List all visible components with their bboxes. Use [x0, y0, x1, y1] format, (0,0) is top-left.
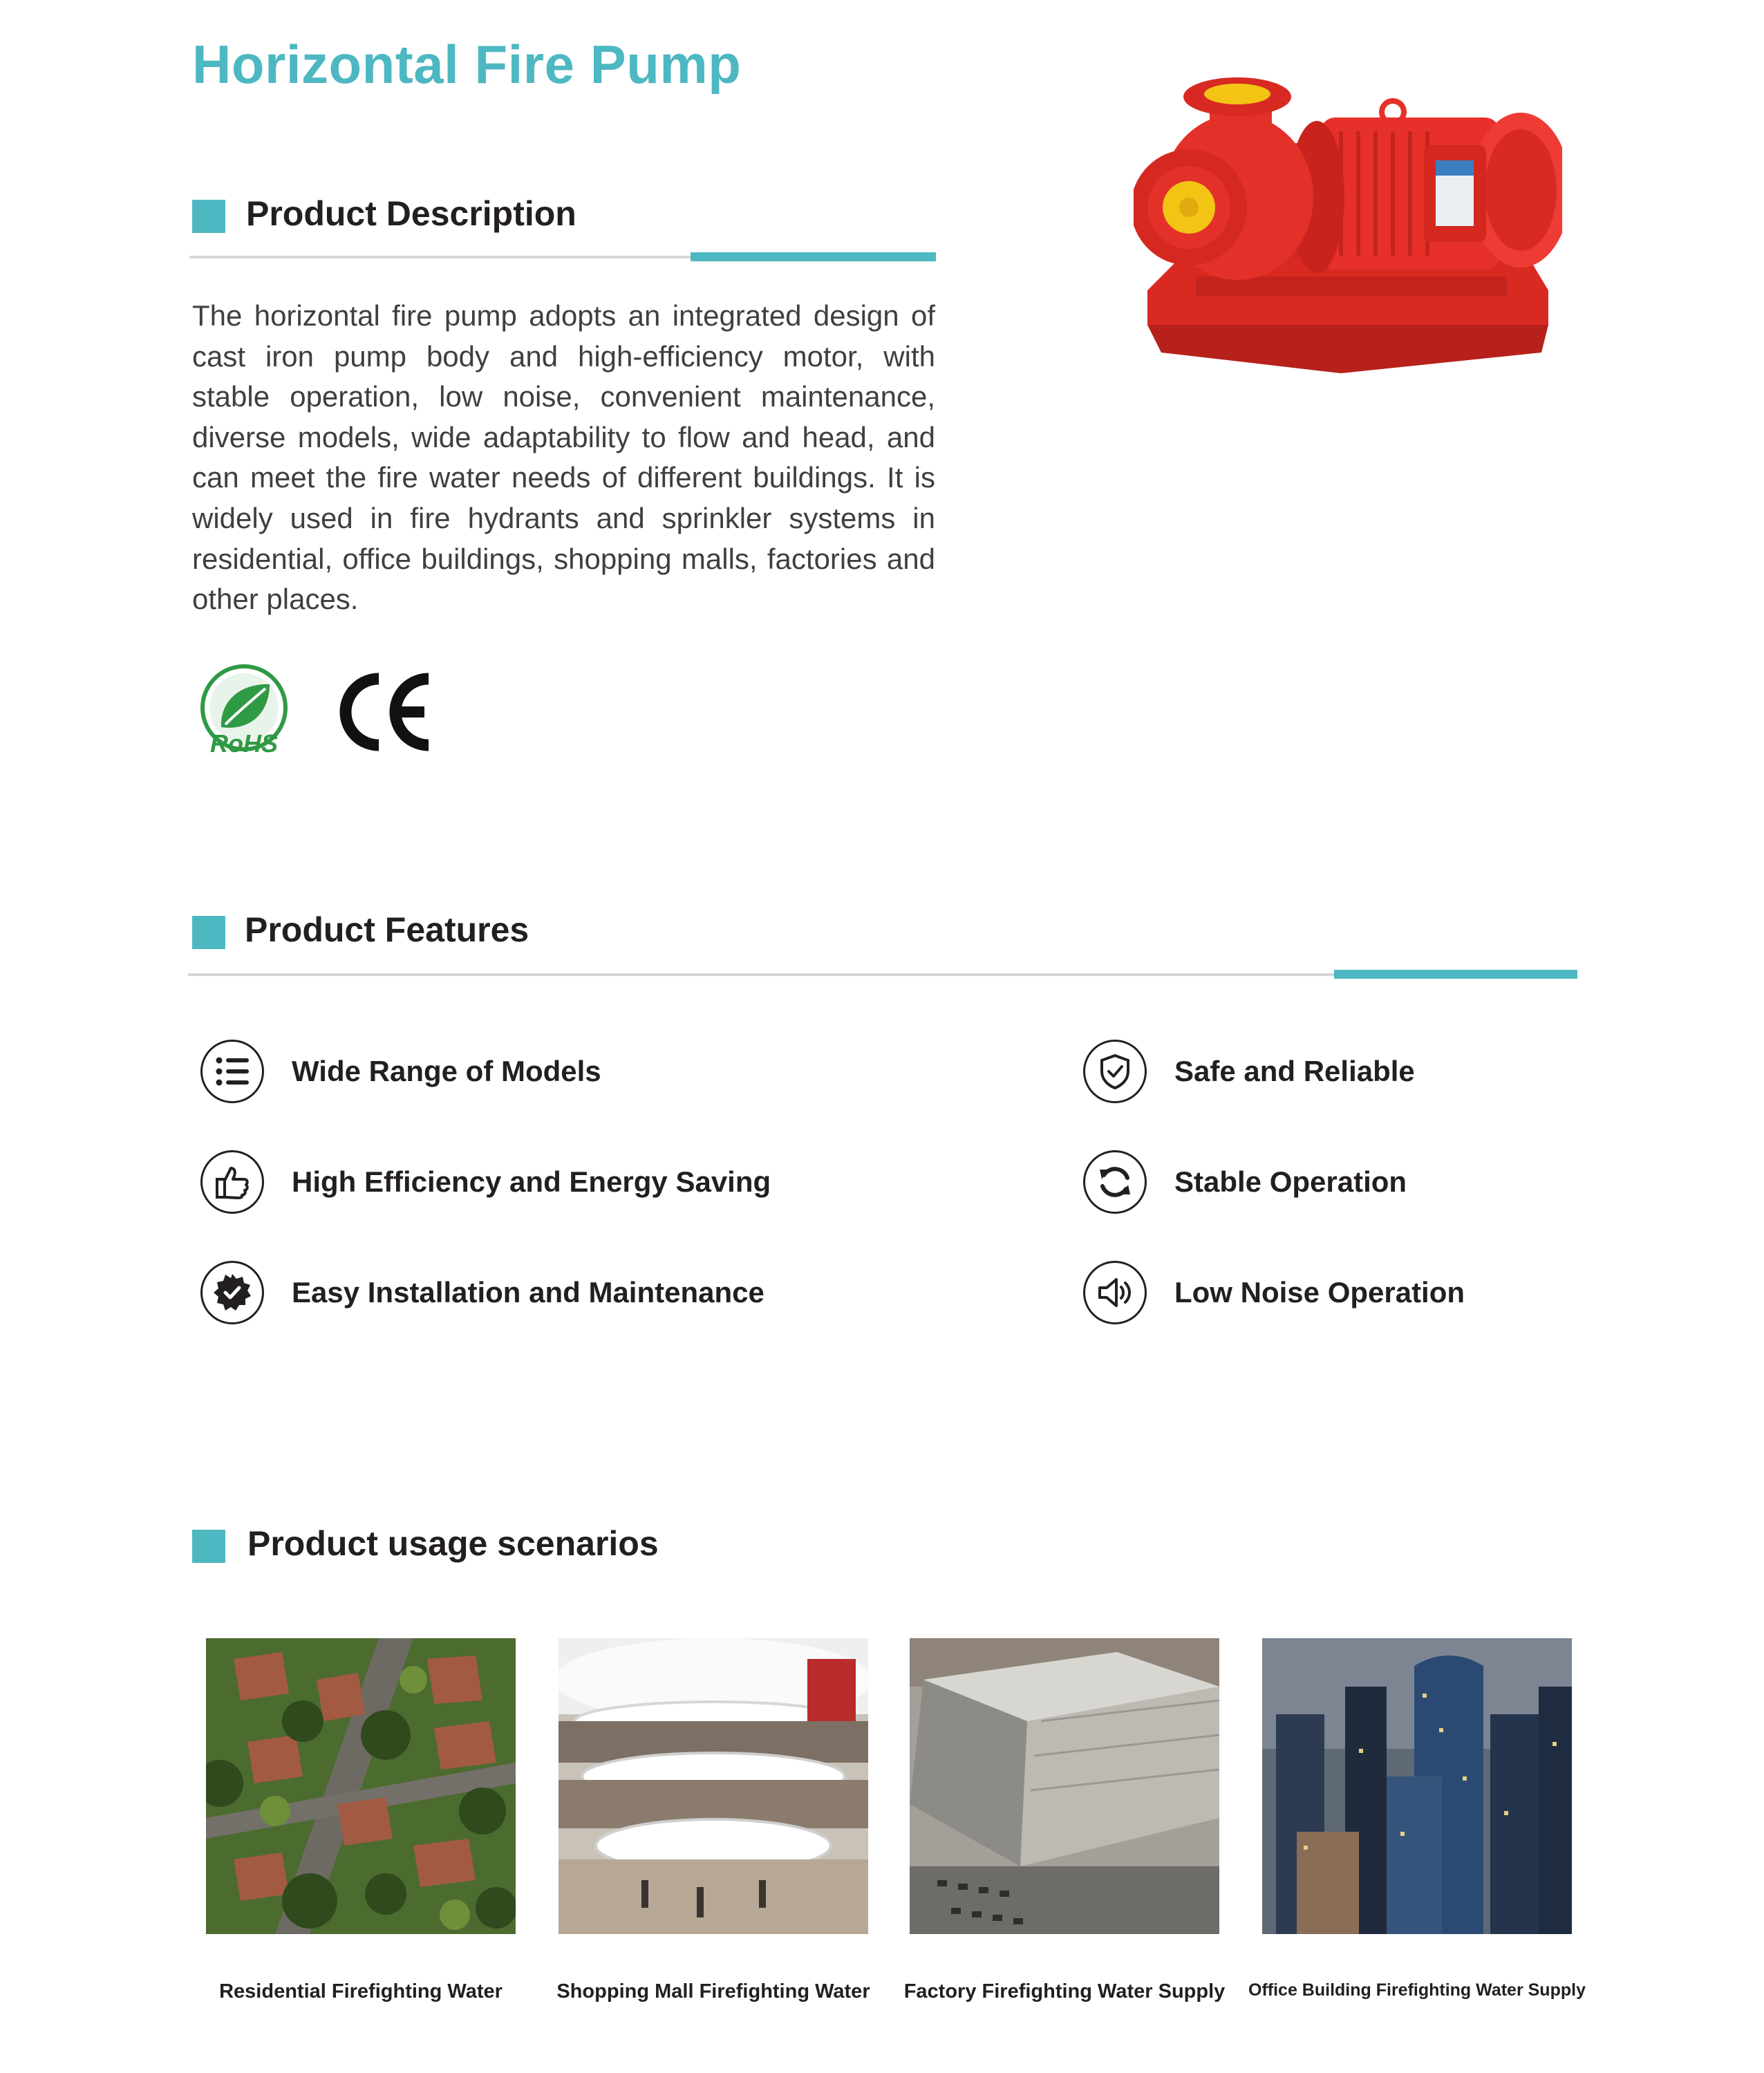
rohs-logo: [192, 664, 296, 760]
feature-label: Wide Range of Models: [292, 1055, 601, 1087]
feature-item: [200, 1258, 764, 1327]
product-description: The horizontal fire pump adopts an integrated design of cast iron pump body and high-efficiency motor, with stable operation, low noise, convenient maintenance, diverse models, wide adaptability to flow and head, and can meet the fire water needs of different buildings. It is widely used in fire hydrants and sprinkler systems in residential, office buildings, shopping malls, factories and other places.: [192, 299, 935, 616]
feature-label: Stable Operation: [1174, 1165, 1407, 1198]
scenarios-heading: Product usage scenarios: [247, 1524, 659, 1563]
features-heading: Product Features: [245, 910, 529, 949]
feature-label: Easy Installation and Maintenance: [292, 1276, 764, 1308]
scenario-caption: Office Building Firefighting Water Supply: [1248, 1980, 1586, 2000]
scenario-caption: Factory Firefighting Water Supply: [903, 1980, 1226, 2002]
section-marker: [192, 1530, 225, 1563]
feature-item: [1083, 1147, 1407, 1217]
feature-item: [1083, 1258, 1465, 1327]
feature-item: [1083, 1037, 1415, 1106]
feature-label: High Efficiency and Energy Saving: [292, 1165, 771, 1198]
page-title: Horizontal Fire Pump: [192, 34, 742, 95]
office-building-photo: [1262, 1638, 1572, 1934]
description-heading: Product Description: [246, 194, 576, 233]
scenario-caption: Residential Firefighting Water: [219, 1980, 503, 2002]
factory-photo: [910, 1638, 1219, 1934]
feature-label: Low Noise Operation: [1174, 1276, 1465, 1308]
ce-logo: [332, 664, 435, 760]
list-icon: [200, 1040, 264, 1103]
feature-item: [200, 1147, 771, 1217]
section-divider-accent: [691, 252, 936, 261]
shield-check-icon: [1083, 1040, 1147, 1103]
thumbs-up-icon: [200, 1150, 264, 1214]
section-marker: [192, 916, 225, 949]
scenario-caption: Shopping Mall Firefighting Water: [556, 1980, 870, 2002]
residential-photo: [206, 1638, 516, 1934]
feature-label: Safe and Reliable: [1174, 1055, 1415, 1087]
pump-image: [1134, 48, 1562, 380]
speaker-icon: [1083, 1261, 1147, 1324]
feature-item: [200, 1037, 601, 1106]
refresh-icon: [1083, 1150, 1147, 1214]
section-divider-accent: [1334, 970, 1577, 979]
gear-badge-icon: [200, 1261, 264, 1324]
shopping-mall-photo: [559, 1638, 868, 1934]
section-marker: [192, 200, 225, 233]
rohs-text: RoHS: [210, 729, 278, 758]
